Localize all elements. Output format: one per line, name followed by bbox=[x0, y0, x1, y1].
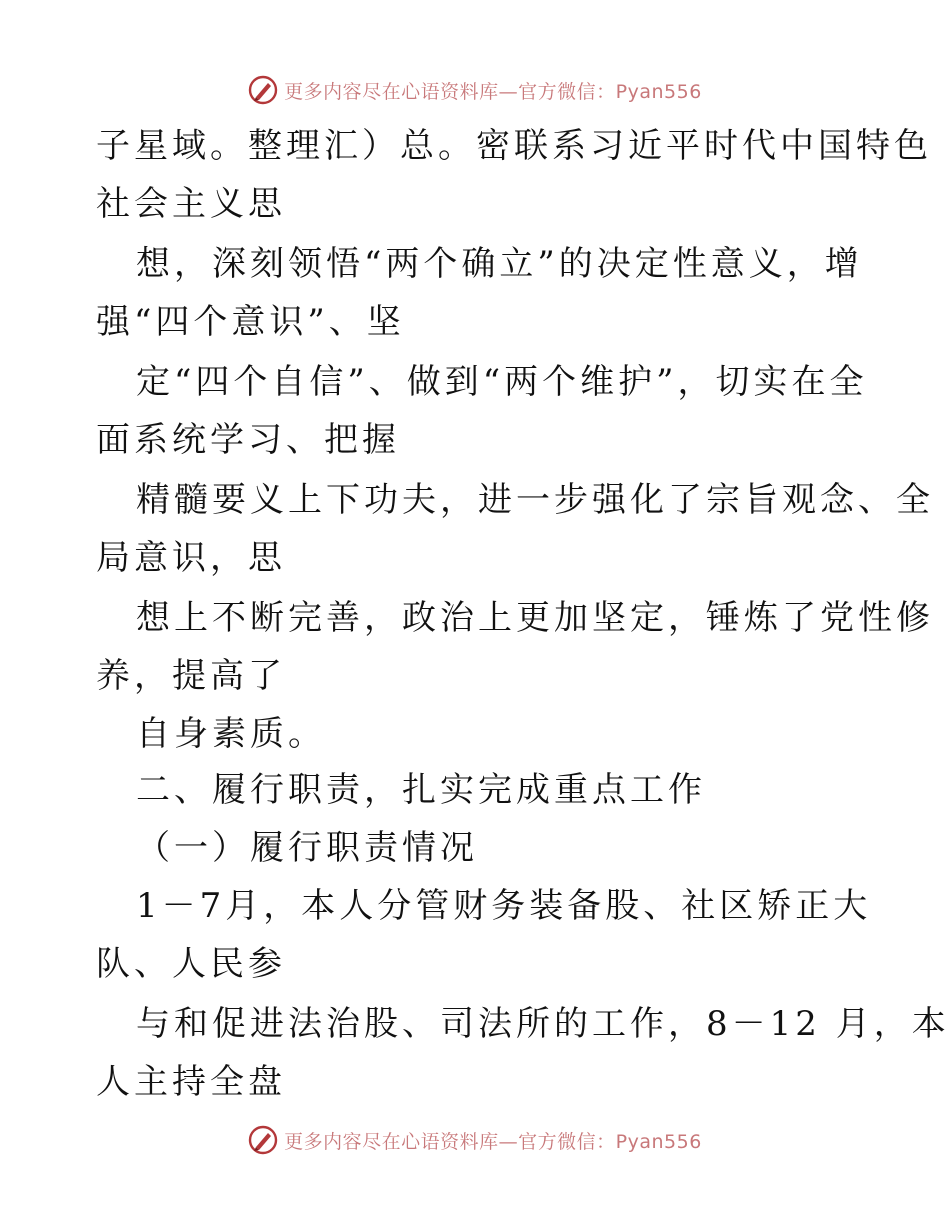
text-line: 定“四个自信”、做到“两个维护”，切实在全 bbox=[136, 362, 868, 402]
watermark-footer bbox=[0, 1120, 950, 1160]
text-line: 强“四个意识”、坚 bbox=[96, 302, 405, 342]
text-line: 队、人民参 bbox=[96, 944, 286, 984]
text-line: 自身素质。 bbox=[136, 714, 326, 754]
text-line: 想上不断完善，政治上更加坚定，锤炼了党性修 bbox=[136, 598, 934, 638]
text-line: 社会主义思 bbox=[96, 184, 286, 224]
text-line: 人主持全盘 bbox=[96, 1062, 286, 1102]
text-line: 精髓要义上下功夫，进一步强化了宗旨观念、全 bbox=[136, 480, 934, 520]
subsection-heading: （一）履行职责情况 bbox=[136, 828, 478, 868]
text-line: 面系统学习、把握 bbox=[96, 420, 400, 460]
watermark-header bbox=[0, 70, 950, 110]
pen-logo-icon bbox=[248, 1125, 278, 1155]
watermark-text bbox=[284, 77, 702, 104]
watermark-label: 更多内容尽在心语资料库—官方微信： bbox=[284, 80, 616, 103]
text-line: 养，提高了 bbox=[96, 656, 286, 696]
section-heading: 二、履行职责，扎实完成重点工作 bbox=[136, 770, 706, 810]
watermark-text bbox=[284, 1127, 702, 1154]
text-line: 局意识，思 bbox=[96, 538, 286, 578]
text-line: 1－7月，本人分管财务装备股、社区矫正大 bbox=[136, 886, 872, 926]
watermark-wechat-id: Pyan556 bbox=[615, 1130, 702, 1153]
watermark-wechat-id: Pyan556 bbox=[615, 80, 702, 103]
watermark-label: 更多内容尽在心语资料库—官方微信： bbox=[284, 1130, 616, 1153]
text-line: 子星域。整理汇）总。密联系习近平时代中国特色 bbox=[96, 126, 932, 166]
pen-logo-icon bbox=[248, 75, 278, 105]
text-line: 与和促进法治股、司法所的工作，8－12 月，本 bbox=[136, 1004, 950, 1044]
text-line: 想，深刻领悟“两个确立”的决定性意义，增 bbox=[136, 244, 863, 284]
